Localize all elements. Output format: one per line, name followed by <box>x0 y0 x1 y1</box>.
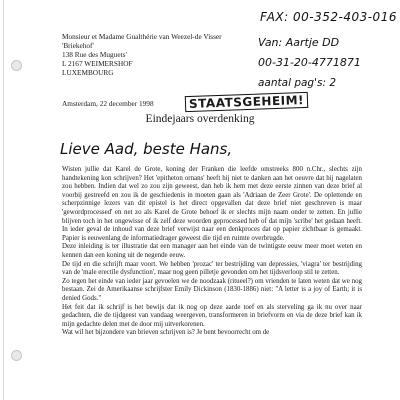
sender-address <box>62 32 222 77</box>
punch-hole-icon <box>11 350 22 361</box>
salutation-handwritten: Lieve Aad, beste Hans, <box>60 140 233 158</box>
sender-name: Monsieur et Madame Gualthérie van Weezel-de Visser <box>62 32 222 41</box>
fax-pages-handwritten: aantal pag's: 2 <box>258 77 337 89</box>
fax-number-handwritten: FAX: 00-352-403-016 <box>260 10 397 24</box>
letter-date: Amsterdam, 22 december 1998 <box>62 99 154 108</box>
letter-title: Eindejaars overdenking <box>145 113 255 125</box>
body-paragraph: Zo tegen het einde van ieder jaar gevoelen we de noodzaak (ritueel?) om vrienden te laten weten dat we nog bestaan. Zei de Amerikaanse schrijfster Emily Dickinson (1830-1886) niet: "A letter is a joy of Earth; it is denied Gods." <box>62 277 362 302</box>
margin-line <box>3 0 4 400</box>
body-paragraph: De tijd en die schrijft maar voort. We hebben 'prozac' ter bestrijding van depressies, 'viagra' ter bestrijding van de 'male erectile dysfunction', maar nog geen pilletje gevonden om het tijdsverloop stil te zetten. <box>62 260 362 277</box>
body-paragraph: Het feit dat ik schrijf is het bewijs dat ik nog op deze aarde toef en als sterveling ga ik nu over naar gedachten, die de tijdgeest van vandaag weergeven, transformeren in briefvorm en via de deze brief kan ik mijn gedachte delen met de door mij uitverkorenen. <box>62 303 362 328</box>
letter-body <box>62 166 362 338</box>
body-paragraph: Wisten jullie dat Karel de Grote, koning der Franken die leefde omstreeks 800 n.Chr., slechts zijn handtekening kon schrijven? Het 'epitheton ornans' heeft hij niet te danken aan het oeuvre dat hij nagelaten zou hebben. Indien dat wel zo zou zijn geweest, dan heb ik hem met deze eerste zinnen van deze brief al voorbij gestreefd en zou ik de geschiedenis in moeten gaan als 'Adriaan de Zeer Grote'. De oplettende en scherpzinnige lezers van dit epistel is het direct opgevallen dat deze brief niet geschreven is maar 'gewordprocessed' en net zo als Karel de Grote behoef ik er slechts mijn naam onder te zetten. En jullie blijven toch in het ongewisse of ik zelf deze woorden geprocessed heb of dat mijn 'scribe' het gedaan heeft. In ieder geval de inhoud van deze brief verwijst naar een denkproces dat op papier zichtbaar is gemaakt. Papier is eeuwenlang de informatiedrager geweest die tijd en ruimte overbrugde. <box>62 166 362 242</box>
sender-house: 'Briekehof' <box>62 41 94 50</box>
fax-from-handwritten: Van: Aartje DD <box>258 36 340 49</box>
fax-phone-handwritten: 00-31-20-4771871 <box>258 56 361 69</box>
punch-hole-icon <box>11 60 22 71</box>
sender-country: LUXEMBOURG <box>62 68 114 77</box>
confidential-stamp: STAATSGEHEIM! <box>185 92 309 112</box>
body-paragraph: Wat wil het bijzondere van brieven schrijven is? Je bent bevoorrecht om de <box>62 329 270 337</box>
sender-postal-city: L 2167 WEIMERSHOF <box>62 59 133 68</box>
body-paragraph: Deze inleiding is ter illustratie dat een manager aan het einde van de twintigste eeuw meer moet weten en kennen dan een koning uit de negende eeuw. <box>62 243 362 259</box>
sender-street: 138 Rue des Muguets' <box>62 50 127 59</box>
